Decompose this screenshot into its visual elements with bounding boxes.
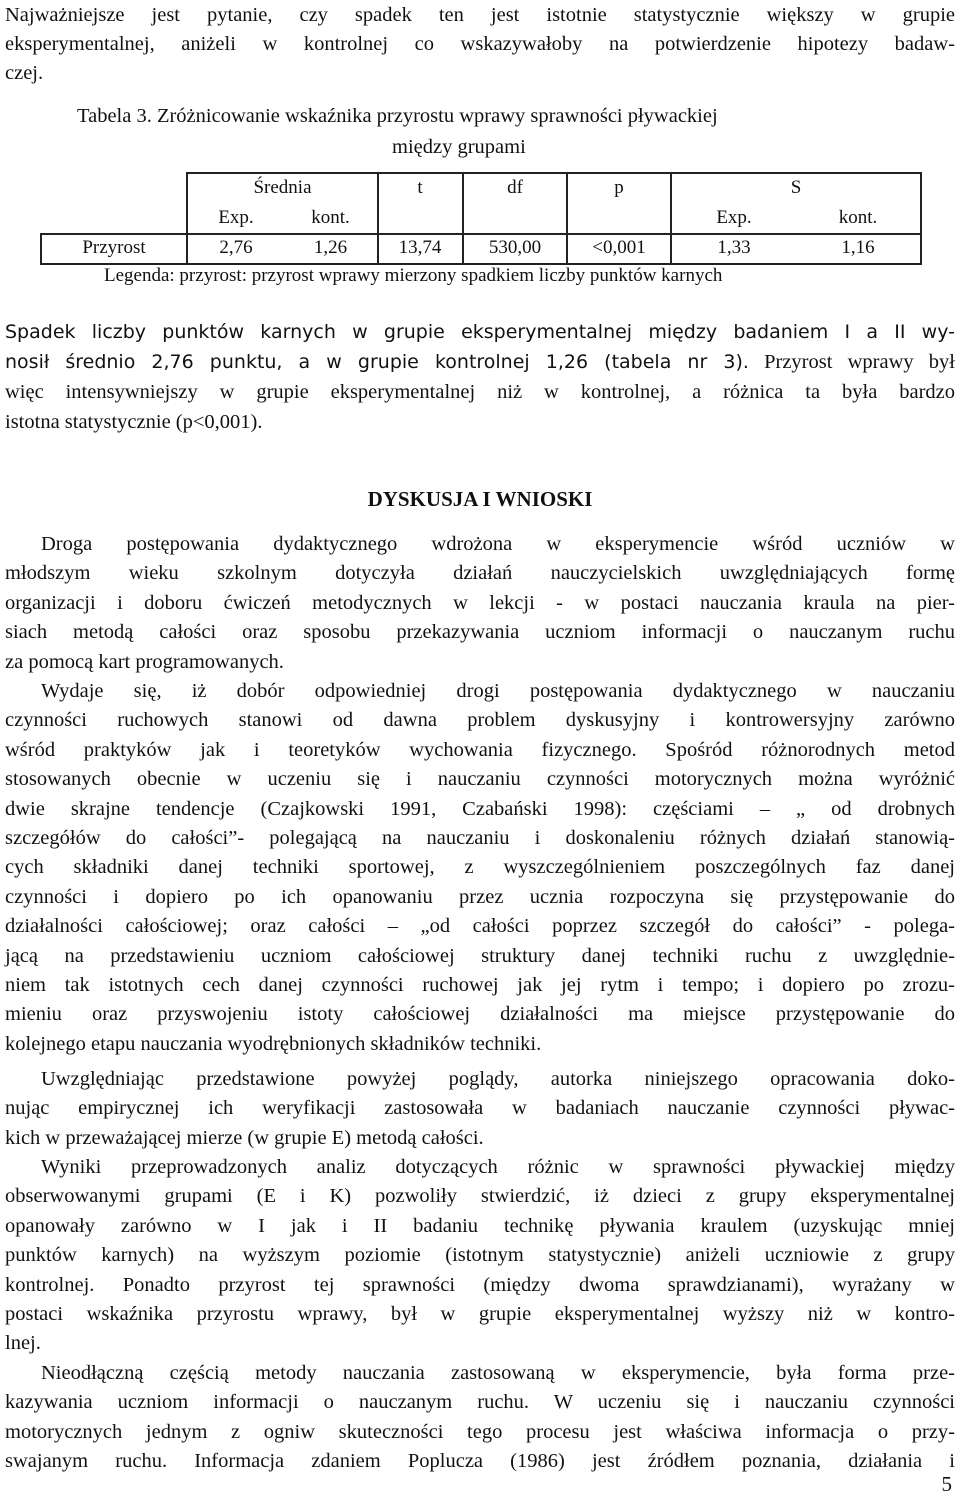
cell-df: 530,00 (488, 237, 542, 258)
subheader-exp: Exp. (716, 207, 752, 228)
cell-mean-kont: 1,26 (313, 237, 348, 258)
header-p: p (614, 177, 624, 198)
discussion-line: Wyniki przeprowadzonych analiz dotyczących różnic w sprawności pływackiej między (41, 1156, 955, 1178)
para1-line-2 (5, 348, 955, 378)
cell-p: <0,001 (592, 237, 646, 258)
discussion-line: swajanym ruchu. Informacja zdaniem Poplucza (1986) jest źródłem poznania, działania i (5, 1450, 955, 1473)
table-caption-line-2: między grupami (392, 136, 526, 158)
discussion-line: za pomocą kart programowanych. (5, 650, 284, 673)
discussion-line: jącą na przedstawieniu uczniom całościowej struktury danej techniki ruchu z uwzględnie- (5, 944, 955, 967)
discussion-line: czynności i dopiero po ich opanowaniu przez ucznia rozpoczyna się przystępowanie do (5, 885, 955, 908)
discussion-line: cych składniki danej techniki sportowej, z wyszczególnieniem poszczególnych faz danej (5, 856, 955, 879)
discussion-line: Nieodłączną częścią metody nauczania zastosowaną w eksperymencie, była forma prze- (41, 1362, 955, 1384)
intro-line-3: czej. (5, 62, 44, 84)
discussion-line: mieniu oraz przyswojeniu istoty całościowej działalności ma miejsce przystępowanie do (5, 1003, 955, 1026)
table-caption-line-1: Tabela 3. Zróżnicowanie wskaźnika przyrostu wprawy sprawności pływackiej (77, 105, 718, 127)
discussion-line: Wydaje się, iż dobór odpowiedniej drogi postępowania dydaktycznego w nauczaniu (41, 680, 955, 702)
para1-line-2-part-1: nosił średnio 2,76 punktu, a w grupie kontrolnej 1,26 (tabela nr 3). (5, 351, 749, 373)
para1-line-1: Spadek liczby punktów karnych w grupie eksperymentalnej między badaniem I a II wy- (5, 321, 955, 343)
cell-s-kont: 1,16 (841, 237, 875, 258)
discussion-line: wśród praktyków jak i teoretyków wychowania fizycznego. Spośród różnorodnych metod (5, 738, 955, 761)
discussion-line: siach metodą całości oraz sposobu przekazywania uczniom informacji o nauczanym ruchu (5, 621, 955, 644)
discussion-line: motorycznych jednym z ogniw skuteczności tego procesu jest właściwa informacja o przy- (5, 1420, 955, 1443)
discussion-line: kazywania uczniom informacji o nauczanym ruchu. W uczeniu się i nauczaniu czynności (5, 1391, 955, 1414)
discussion-line: czynności ruchowych stanowi od dawna problem dyskusyjny i kontrowersyjny zarówno (5, 709, 955, 732)
cell-t: 13,74 (398, 237, 442, 258)
header-mean: Średnia (253, 177, 312, 198)
results-table (40, 172, 922, 264)
discussion-line: Droga postępowania dydaktycznego wdrożona w eksperymencie wśród uczniów w (41, 533, 955, 555)
intro-line-1: Najważniejsze jest pytanie, czy spadek ten jest istotnie statystycznie większy w grupie (5, 4, 955, 26)
discussion-line: niem tak istotnych cech danej czynności ruchowej jak jej rytm i tempo; i dopiero po zrozu- (5, 974, 955, 996)
discussion-line: postaci wskaźnika przyrostu wprawy, był w grupie eksperymentalnej wyższy niż w kontro- (5, 1303, 955, 1325)
discussion-line: stosowanych obecnie w uczeniu się i nauczaniu czynności motorycznych można wyróżnić (5, 768, 955, 791)
table-vline (920, 172, 922, 264)
discussion-line: punktów karnych) na wyższym poziomie (istotnym statystycznie) aniżeli uczniowie z grupy (5, 1244, 955, 1267)
row-label: Przyrost (82, 237, 146, 258)
discussion-line: organizacji i doboru ćwiczeń metodycznych w lekcji - w postaci nauczania kraula na pier- (5, 591, 955, 614)
cell-s-exp: 1,33 (717, 237, 751, 258)
discussion-line: dwie skrajne tendencje (Czajkowski 1991, Czabański 1998): częściami – „ od drobnych (5, 797, 955, 820)
intro-line-2: eksperymentalnej, aniżeli w kontrolnej co wskazywałoby na potwierdzenie hipotezy badaw- (5, 33, 955, 55)
discussion-line: nując empirycznej ich weryfikacji zastosowała w badaniach nauczanie czynności pływac- (5, 1097, 955, 1120)
discussion-line: działalności całościowej; oraz całości – „od całości poprzez szczegół do całości” - polega- (5, 915, 955, 938)
cell-mean-exp: 2,76 (219, 237, 253, 258)
table-legend: Legenda: przyrost: przyrost wprawy mierzony spadkiem liczby punktów karnych (104, 265, 723, 286)
section-heading: DYSKUSJA I WNIOSKI (367, 487, 593, 511)
discussion-line: kolejnego etapu nauczania wyodrębnionych składników techniki. (5, 1032, 542, 1055)
discussion-line: młodszym wieku szkolnym dotyczyła działań nauczycielskich uwzględniających formę (5, 562, 955, 585)
subheader-exp: Exp. (218, 207, 254, 228)
page-number: 5 (941, 1472, 952, 1496)
para1-line-3: więc intensywniejszy w grupie eksperymentalnej niż w kontrolnej, a różnica ta była bardzo (5, 381, 955, 403)
discussion-line: lnej. (5, 1332, 41, 1355)
para1-line-4: istotna statystycznie (p<0,001). (5, 411, 263, 433)
header-t: t (417, 177, 423, 198)
discussion-line: kontrolnej. Ponadto przyrost tej sprawności (między dwoma sprawdzianami), wyrażany w (5, 1273, 955, 1296)
para1-line-2-part-2: Przyrost wprawy był (748, 351, 955, 373)
subheader-kont: kont. (838, 207, 878, 228)
header-s: S (790, 177, 802, 198)
subheader-kont: kont. (311, 207, 350, 228)
discussion-line: obserwowanymi grupami (E i K) pozwoliły stwierdzić, iż dzieci z grupy eksperymentalnej (5, 1185, 955, 1208)
discussion-line: kich w przeważającej mierze (w grupie E) metodą całości. (5, 1126, 484, 1149)
discussion-line: szczegółów do całości”- polegającą na nauczaniu i doskonaleniu różnych działań stanowią- (5, 827, 955, 849)
discussion-line: Uwzględniając przedstawione powyżej poglądy, autorka niniejszego opracowania doko- (41, 1068, 955, 1090)
header-df: df (507, 177, 523, 198)
discussion-line: opanowały zarówno w I jak i II badaniu technikę pływania kraulem (uzyskując mniej (5, 1214, 955, 1237)
